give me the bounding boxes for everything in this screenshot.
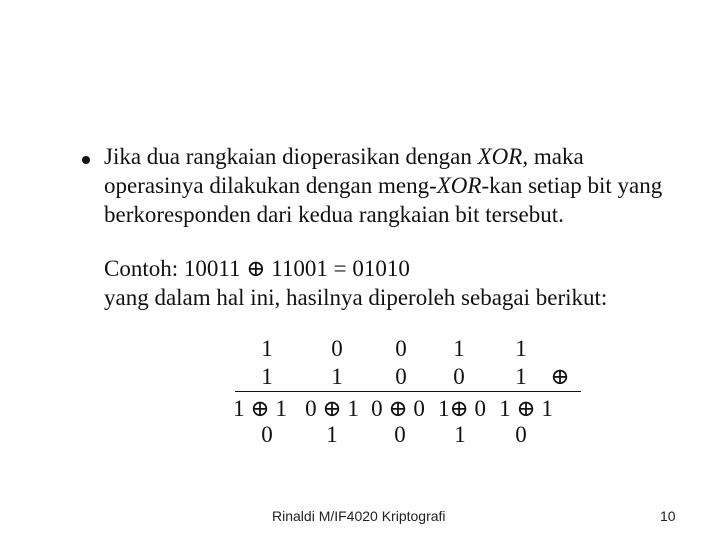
xor-term: XOR bbox=[477, 144, 523, 169]
sum-rule-divider bbox=[235, 391, 581, 392]
bullet-line-1: Jika dua rangkaian dioperasikan dengan XOR, maka bbox=[104, 144, 584, 169]
result-cell: 1 bbox=[326, 422, 338, 447]
row-a-cell: 0 bbox=[395, 336, 407, 361]
row-a-cell: 0 bbox=[331, 336, 343, 361]
row-op-cell: 1⊕ 0 bbox=[437, 396, 487, 421]
bullet-dot-icon bbox=[82, 156, 90, 164]
bullet-line-3: berkoresponden dari kedua rangkaian bit tersebut. bbox=[104, 202, 564, 227]
example-line-1: Contoh: 10011 ⊕ 11001 = 01010 bbox=[104, 256, 410, 281]
bullet-text bbox=[104, 142, 694, 229]
row-a-cell: 1 bbox=[515, 336, 527, 361]
result-cell: 0 bbox=[515, 422, 527, 447]
result-cell: 0 bbox=[394, 422, 406, 447]
row-b-cell: 0 bbox=[453, 364, 465, 389]
example-line-2: yang dalam hal ini, hasilnya diperoleh sebagai berikut: bbox=[104, 285, 608, 310]
xor-operator-icon: ⊕ bbox=[550, 364, 570, 389]
row-b-cell: 1 bbox=[261, 364, 273, 389]
row-a-cell: 1 bbox=[261, 336, 273, 361]
row-op-cell: 0 ⊕ 0 bbox=[371, 396, 425, 421]
row-op-cell: 1 ⊕ 1 bbox=[233, 396, 287, 421]
row-a-cell: 1 bbox=[453, 336, 465, 361]
page-number: 10 bbox=[660, 508, 676, 524]
row-b-cell: 1 bbox=[515, 364, 527, 389]
bullet-line-2: operasinya dilakukan dengan meng-XOR-kan setiap bit yang bbox=[104, 173, 663, 198]
xor-term: XOR bbox=[436, 173, 482, 198]
row-op-cell: 1 ⊕ 1 bbox=[499, 396, 553, 421]
row-op-cell: 0 ⊕ 1 bbox=[305, 396, 359, 421]
xor-calculation-table bbox=[225, 335, 585, 450]
result-cell: 0 bbox=[261, 422, 273, 447]
footer-credit: Rinaldi M/IF4020 Kriptografi bbox=[272, 508, 446, 524]
result-cell: 1 bbox=[454, 422, 466, 447]
row-b-cell: 1 bbox=[331, 364, 343, 389]
row-b-cell: 0 bbox=[395, 364, 407, 389]
example-text bbox=[104, 254, 704, 312]
